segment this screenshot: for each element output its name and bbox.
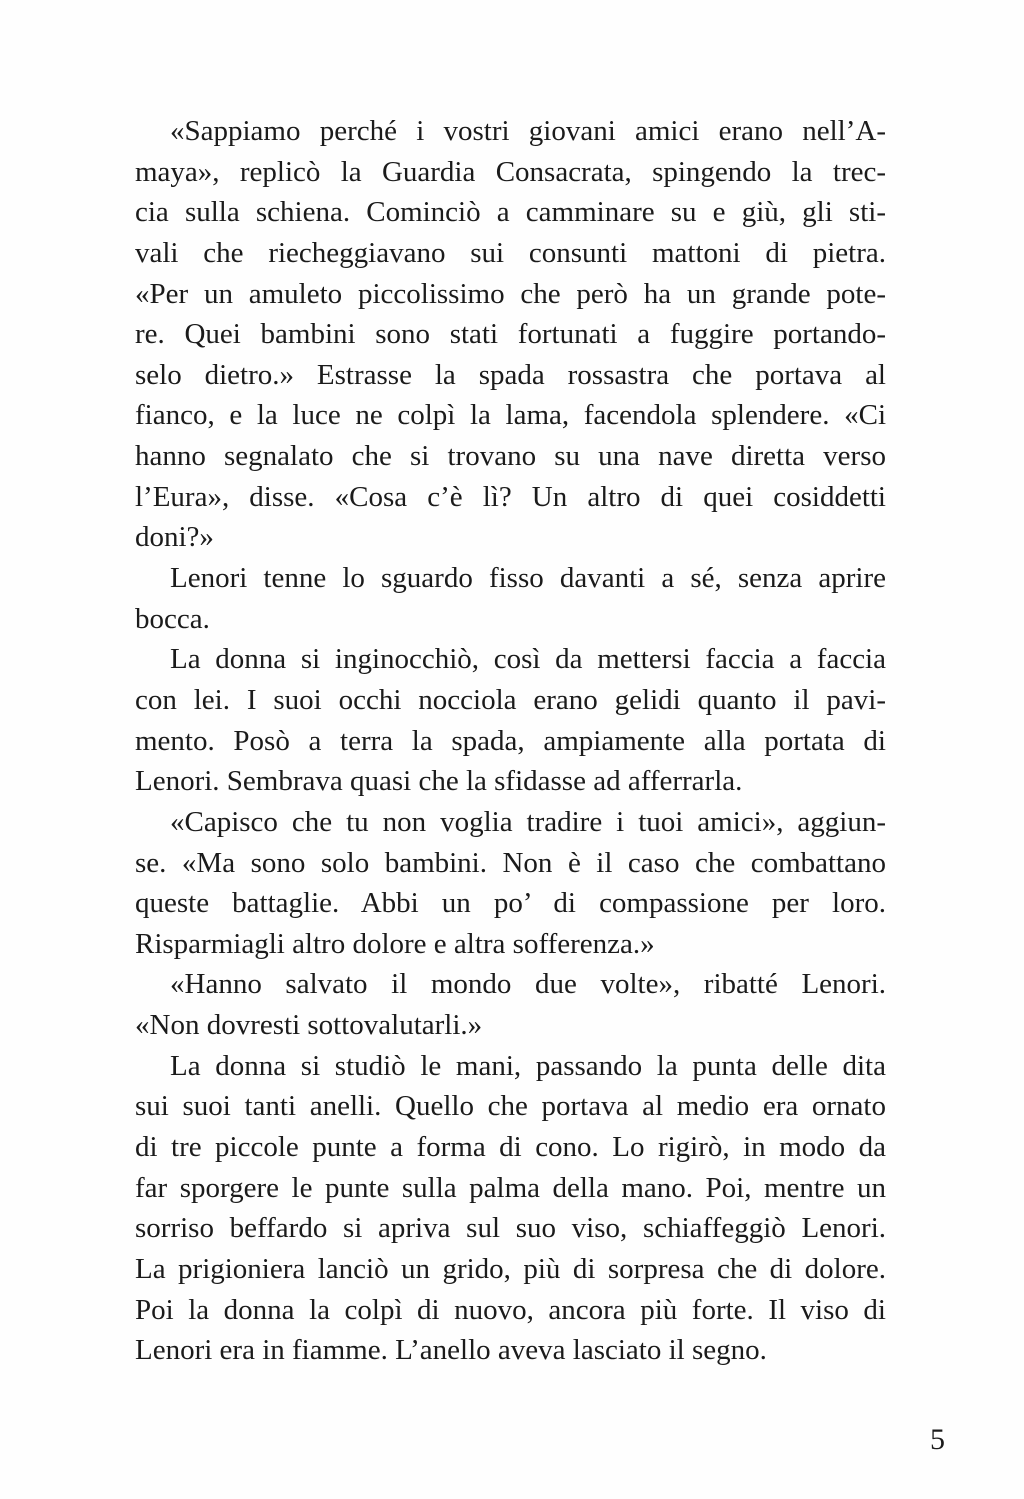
text-line: «Capisco che tu non voglia tradire i tuoi amici», aggiun- xyxy=(170,805,886,838)
text-line: bocca. xyxy=(135,602,210,635)
text-line: «Non dovresti sottovalutarli.» xyxy=(135,1009,483,1042)
text-line: «Hanno salvato il mondo due volte», ribatté Lenori. xyxy=(170,968,886,1001)
text-line: con lei. I suoi occhi nocciola erano gelidi quanto il pavi- xyxy=(135,683,886,716)
text-line: La prigioniera lanciò un grido, più di sorpresa che di dolore. xyxy=(135,1252,886,1285)
text-line: vali che riecheggiavano sui consunti mattoni di pietra. xyxy=(135,236,886,269)
text-line: selo dietro.» Estrasse la spada rossastra che portava al xyxy=(135,358,886,391)
text-line: Poi la donna la colpì di nuovo, ancora più forte. Il viso di xyxy=(135,1293,886,1326)
text-line: Lenori tenne lo sguardo fisso davanti a sé, senza aprire xyxy=(170,562,886,595)
text-line: doni?» xyxy=(135,521,214,554)
text-line: maya», replicò la Guardia Consacrata, spingendo la trec- xyxy=(135,155,886,188)
text-line: re. Quei bambini sono stati fortunati a fuggire portando- xyxy=(135,318,886,351)
text-line: mento. Posò a terra la spada, ampiamente alla portata di xyxy=(135,724,886,757)
paragraph xyxy=(135,111,886,558)
text-line: di tre piccole punte a forma di cono. Lo rigirò, in modo da xyxy=(135,1131,886,1164)
text-line: La donna si studiò le mani, passando la punta delle dita xyxy=(170,1049,886,1082)
text-line: «Per un amuleto piccolissimo che però ha un grande pote- xyxy=(135,277,886,310)
text-line: l’Eura», disse. «Cosa c’è lì? Un altro di quei cosiddetti xyxy=(135,480,886,513)
text-line: La donna si inginocchiò, così da mettersi faccia a faccia xyxy=(170,643,886,676)
text-line: hanno segnalato che si trovano su una nave diretta verso xyxy=(135,440,886,473)
text-line: cia sulla schiena. Cominciò a camminare su e giù, gli sti- xyxy=(135,196,886,229)
text-line: fianco, e la luce ne colpì la lama, facendola splendere. «Ci xyxy=(135,399,886,432)
text-line: se. «Ma sono solo bambini. Non è il caso che combattano xyxy=(135,846,886,879)
paragraph xyxy=(135,558,886,639)
text-line: queste battaglie. Abbi un po’ di compassione per loro. xyxy=(135,887,886,920)
text-line: Lenori. Sembrava quasi che la sfidasse ad afferrarla. xyxy=(135,765,743,798)
text-line: far sporgere le punte sulla palma della mano. Poi, mentre un xyxy=(135,1171,886,1204)
text-line: sorriso beffardo si apriva sul suo viso, schiaffeggiò Lenori. xyxy=(135,1212,886,1245)
paragraph xyxy=(135,964,886,1045)
paragraph xyxy=(135,802,886,965)
paragraph xyxy=(135,639,886,802)
text-line: «Sappiamo perché i vostri giovani amici erano nell’A- xyxy=(170,115,886,147)
text-line: Lenori era in fiamme. L’anello aveva lasciato il segno. xyxy=(135,1334,767,1367)
page-number: 5 xyxy=(930,1423,945,1456)
text-line: Risparmiagli altro dolore e altra sofferenza.» xyxy=(135,927,655,960)
text-block xyxy=(135,111,886,1371)
paragraph xyxy=(135,1046,886,1371)
text-line: sui suoi tanti anelli. Quello che portava al medio era ornato xyxy=(135,1090,886,1123)
